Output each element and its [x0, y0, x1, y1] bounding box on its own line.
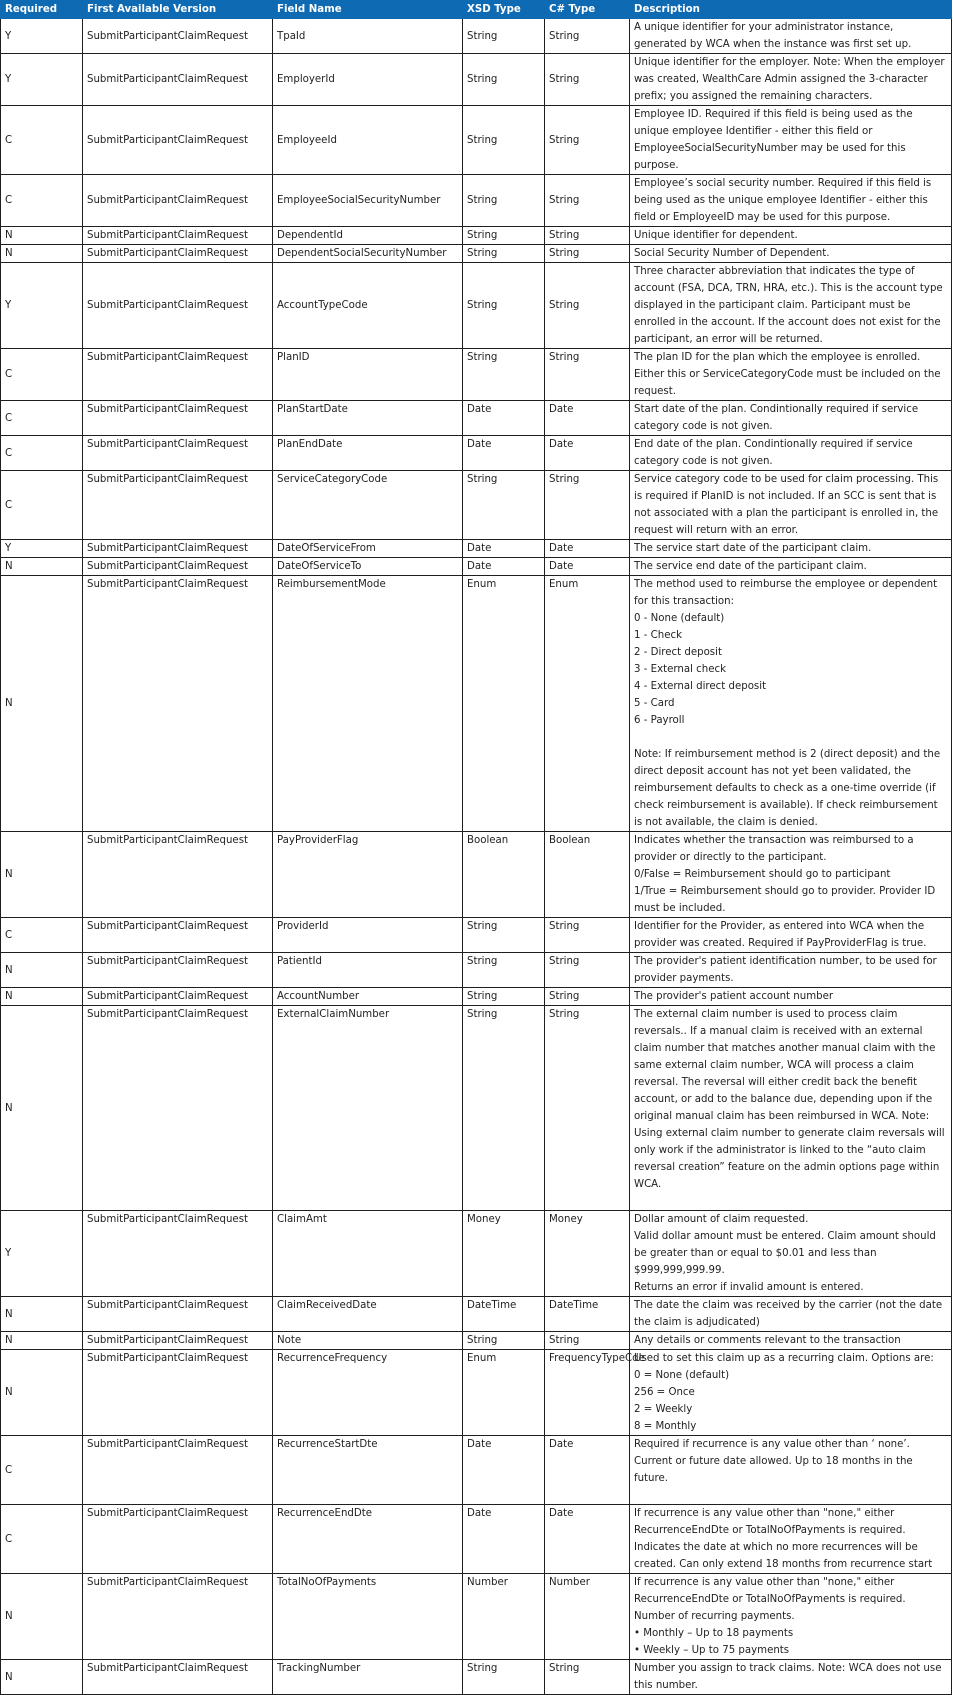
- field-name-cell: DependentId: [273, 227, 463, 245]
- description-cell: [630, 1660, 952, 1695]
- csharp-type-cell: String: [545, 918, 630, 953]
- table-row: [1, 1211, 952, 1297]
- description-line: Start date of the plan. Condintionally required if service category code is not given.: [634, 404, 919, 432]
- field-name-cell: PlanStartDate: [273, 401, 463, 436]
- csharp-type-cell: String: [545, 106, 630, 175]
- table-row: [1, 1006, 952, 1211]
- description-cell: [630, 1574, 952, 1660]
- version-cell: SubmitParticipantClaimRequest: [83, 1574, 273, 1660]
- table-row: [1, 227, 952, 245]
- required-cell: N: [1, 1660, 83, 1695]
- table-row: [1, 1350, 952, 1436]
- required-cell: N: [1, 1574, 83, 1660]
- version-cell: SubmitParticipantClaimRequest: [83, 1332, 273, 1350]
- description-line: 256 = Once: [634, 1387, 695, 1398]
- csharp-type-cell: DateTime: [545, 1297, 630, 1332]
- xsd-type-cell: String: [463, 953, 545, 988]
- csharp-type-cell: Number: [545, 1574, 630, 1660]
- table-row: [1, 1436, 952, 1505]
- csharp-type-cell: Date: [545, 436, 630, 471]
- field-name-cell: ProviderId: [273, 918, 463, 953]
- csharp-type-cell: String: [545, 263, 630, 349]
- description-cell: [630, 540, 952, 558]
- csharp-type-cell: Date: [545, 558, 630, 576]
- description-line: 6 - Payroll: [634, 715, 685, 726]
- xsd-type-cell: DateTime: [463, 1297, 545, 1332]
- version-cell: SubmitParticipantClaimRequest: [83, 558, 273, 576]
- description-cell: [630, 953, 952, 988]
- description-cell: [630, 436, 952, 471]
- version-cell: SubmitParticipantClaimRequest: [83, 1436, 273, 1505]
- description-line: Employee ID. Required if this field is being used as the unique employee Identifier - either this field or EmployeeSocialSecurityNumber may be used for this purpose.: [634, 109, 913, 171]
- csharp-type-cell: Date: [545, 401, 630, 436]
- version-cell: SubmitParticipantClaimRequest: [83, 349, 273, 401]
- required-cell: N: [1, 953, 83, 988]
- version-cell: SubmitParticipantClaimRequest: [83, 576, 273, 832]
- version-cell: SubmitParticipantClaimRequest: [83, 436, 273, 471]
- header-csharp-type: C# Type: [545, 1, 630, 19]
- xsd-type-cell: Date: [463, 540, 545, 558]
- table-row: [1, 1505, 952, 1574]
- description-cell: [630, 1297, 952, 1332]
- table-row: [1, 1297, 952, 1332]
- description-cell: [630, 471, 952, 540]
- table-row: [1, 1660, 952, 1695]
- required-cell: Y: [1, 54, 83, 106]
- table-row: [1, 471, 952, 540]
- version-cell: SubmitParticipantClaimRequest: [83, 227, 273, 245]
- table-row: [1, 263, 952, 349]
- field-name-cell: DependentSocialSecurityNumber: [273, 245, 463, 263]
- version-cell: SubmitParticipantClaimRequest: [83, 1211, 273, 1297]
- xsd-type-cell: String: [463, 1332, 545, 1350]
- csharp-type-cell: String: [545, 1006, 630, 1211]
- description-line: • Weekly – Up to 75 payments: [634, 1645, 790, 1656]
- csharp-type-cell: String: [545, 1332, 630, 1350]
- version-cell: SubmitParticipantClaimRequest: [83, 1006, 273, 1211]
- csharp-type-cell: String: [545, 19, 630, 54]
- version-cell: SubmitParticipantClaimRequest: [83, 19, 273, 54]
- description-line: • Monthly – Up to 18 payments: [634, 1628, 794, 1639]
- version-cell: SubmitParticipantClaimRequest: [83, 401, 273, 436]
- description-line: Valid dollar amount must be entered. Claim amount should be greater than or equal to $0.01 and less than $999,999,999.99.: [634, 1231, 936, 1276]
- required-cell: N: [1, 576, 83, 832]
- version-cell: SubmitParticipantClaimRequest: [83, 540, 273, 558]
- version-cell: SubmitParticipantClaimRequest: [83, 988, 273, 1006]
- required-cell: C: [1, 401, 83, 436]
- header-row: [1, 1, 952, 19]
- xsd-type-cell: String: [463, 1006, 545, 1211]
- description-line: Unique identifier for dependent.: [634, 230, 798, 241]
- description-line: 8 = Monthly: [634, 1421, 697, 1432]
- required-cell: Y: [1, 263, 83, 349]
- description-cell: [630, 576, 952, 832]
- xsd-type-cell: Date: [463, 436, 545, 471]
- description-line: 0 - None (default): [634, 613, 725, 624]
- required-cell: Y: [1, 19, 83, 54]
- field-name-cell: ReimbursementMode: [273, 576, 463, 832]
- description-line: The service end date of the participant claim.: [634, 561, 867, 572]
- description-cell: [630, 558, 952, 576]
- table-row: [1, 988, 952, 1006]
- xsd-type-cell: String: [463, 988, 545, 1006]
- version-cell: SubmitParticipantClaimRequest: [83, 918, 273, 953]
- description-line: Number you assign to track claims. Note: WCA does not use this number.: [634, 1663, 942, 1691]
- version-cell: SubmitParticipantClaimRequest: [83, 106, 273, 175]
- table-row: [1, 576, 952, 832]
- field-name-cell: EmployeeId: [273, 106, 463, 175]
- xsd-type-cell: String: [463, 1660, 545, 1695]
- description-cell: [630, 988, 952, 1006]
- table-row: [1, 19, 952, 54]
- csharp-type-cell: Enum: [545, 576, 630, 832]
- field-name-cell: EmployerId: [273, 54, 463, 106]
- required-cell: C: [1, 175, 83, 227]
- description-line: 3 - External check: [634, 664, 726, 675]
- description-line: Unique identifier for the employer. Note: When the employer was created, WealthCare Admin assigned the 3-character prefix; you assigned the remaining characters.: [634, 57, 945, 102]
- csharp-type-cell: String: [545, 953, 630, 988]
- description-line: Dollar amount of claim requested.: [634, 1214, 809, 1225]
- description-line: A unique identifier for your administrator instance, generated by WCA when the instance was first set up.: [634, 22, 912, 50]
- description-spacer: [634, 1193, 947, 1210]
- description-line: 0/False = Reimbursement should go to participant: [634, 869, 891, 880]
- table-row: [1, 558, 952, 576]
- field-name-cell: DateOfServiceFrom: [273, 540, 463, 558]
- required-cell: C: [1, 436, 83, 471]
- description-cell: [630, 1211, 952, 1297]
- xsd-type-cell: String: [463, 106, 545, 175]
- header-first-available-version: First Available Version: [83, 1, 273, 19]
- field-name-cell: RecurrenceFrequency: [273, 1350, 463, 1436]
- field-name-cell: PlanEndDate: [273, 436, 463, 471]
- description-line: The provider's patient account number: [634, 991, 834, 1002]
- field-name-cell: DateOfServiceTo: [273, 558, 463, 576]
- field-name-cell: ExternalClaimNumber: [273, 1006, 463, 1211]
- required-cell: C: [1, 918, 83, 953]
- description-line: Three character abbreviation that indicates the type of account (FSA, DCA, TRN, HRA, etc.). This is the account type displayed in the participant claim. Participant must be enrolled in the account. If the account does not exist for the participant, an error will be returned.: [634, 266, 943, 345]
- required-cell: N: [1, 1006, 83, 1211]
- description-line: Service category code to be used for claim processing. This is required if PlanID is not included. If an SCC is sent that is not associated with a plan the participant is enrolled in, the request will return with an error.: [634, 474, 939, 536]
- xsd-type-cell: String: [463, 245, 545, 263]
- xsd-type-cell: Number: [463, 1574, 545, 1660]
- version-cell: SubmitParticipantClaimRequest: [83, 1660, 273, 1695]
- version-cell: SubmitParticipantClaimRequest: [83, 175, 273, 227]
- header-xsd-type: XSD Type: [463, 1, 545, 19]
- table-row: [1, 1574, 952, 1660]
- description-line: Any details or comments relevant to the transaction: [634, 1335, 901, 1346]
- description-line: The service start date of the participant claim.: [634, 543, 872, 554]
- field-name-cell: PatientId: [273, 953, 463, 988]
- csharp-type-cell: String: [545, 988, 630, 1006]
- table-row: [1, 436, 952, 471]
- xsd-type-cell: String: [463, 175, 545, 227]
- xsd-type-cell: String: [463, 918, 545, 953]
- field-name-cell: ClaimReceivedDate: [273, 1297, 463, 1332]
- required-cell: N: [1, 988, 83, 1006]
- description-line: The plan ID for the plan which the employee is enrolled. Either this or ServiceCategoryCode must be included on the request.: [634, 352, 941, 397]
- description-line: Employee’s social security number. Required if this field is being used as the unique employee Identifier - either this field or EmployeeID may be used for this purpose.: [634, 178, 932, 223]
- csharp-type-cell: String: [545, 1660, 630, 1695]
- csharp-type-cell: Date: [545, 1505, 630, 1574]
- field-name-cell: EmployeeSocialSecurityNumber: [273, 175, 463, 227]
- xsd-type-cell: Boolean: [463, 832, 545, 918]
- table-body: [1, 19, 952, 1695]
- description-line: End date of the plan. Condintionally required if service category code is not given.: [634, 439, 913, 467]
- csharp-type-cell: String: [545, 175, 630, 227]
- field-name-cell: ServiceCategoryCode: [273, 471, 463, 540]
- description-cell: [630, 918, 952, 953]
- description-cell: [630, 263, 952, 349]
- required-cell: C: [1, 106, 83, 175]
- description-cell: [630, 401, 952, 436]
- required-cell: N: [1, 832, 83, 918]
- csharp-type-cell: Boolean: [545, 832, 630, 918]
- description-line: Returns an error if invalid amount is entered.: [634, 1282, 864, 1293]
- description-line: The provider's patient identification number, to be used for provider payments.: [634, 956, 937, 984]
- description-line: 2 - Direct deposit: [634, 647, 722, 658]
- xsd-type-cell: String: [463, 19, 545, 54]
- version-cell: SubmitParticipantClaimRequest: [83, 1297, 273, 1332]
- description-line: Note: If reimbursement method is 2 (direct deposit) and the direct deposit account has not yet been validated, the reimbursement defaults to check as a one-time override (if check reimbursement is available). If check reimbursement is not available, the claim is denied.: [634, 749, 941, 828]
- xsd-type-cell: String: [463, 263, 545, 349]
- required-cell: N: [1, 558, 83, 576]
- description-line: If recurrence is any value other than "none," either RecurrenceEndDte or TotalNoOfPayments is required. Indicates the date at which no more recurrences will be created. Can only extend 18 months from recurrence start: [634, 1508, 933, 1570]
- description-line: 4 - External direct deposit: [634, 681, 767, 692]
- xsd-type-cell: Money: [463, 1211, 545, 1297]
- field-name-cell: TpaId: [273, 19, 463, 54]
- description-line: 1/True = Reimbursement should go to provider. Provider ID must be included.: [634, 886, 936, 914]
- description-line: Number of recurring payments.: [634, 1611, 795, 1622]
- version-cell: SubmitParticipantClaimRequest: [83, 953, 273, 988]
- description-cell: [630, 1505, 952, 1574]
- description-cell: [630, 19, 952, 54]
- table-row: [1, 1332, 952, 1350]
- header-required: Required: [1, 1, 83, 19]
- field-name-cell: RecurrenceStartDte: [273, 1436, 463, 1505]
- csharp-type-cell: FrequencyTypeCde: [545, 1350, 630, 1436]
- description-spacer: [634, 1487, 947, 1504]
- description-cell: [630, 1332, 952, 1350]
- csharp-type-cell: String: [545, 227, 630, 245]
- table-row: [1, 540, 952, 558]
- required-cell: N: [1, 1297, 83, 1332]
- required-cell: C: [1, 471, 83, 540]
- version-cell: SubmitParticipantClaimRequest: [83, 54, 273, 106]
- required-cell: C: [1, 1436, 83, 1505]
- description-line: The external claim number is used to process claim reversals.. If a manual claim is received with an external claim number that matches another manual claim with the same external claim number, WCA will process a claim reversal. The reversal will either credit back the benefit account, or add to the balance due, depending upon if the original manual claim has been reimbursed in WCA. Note: Using external claim number to generate claim reversals will only work if the administrator is linked to the “auto claim reversal creation” feature on the admin options page within WCA.: [634, 1009, 945, 1190]
- xsd-type-cell: Date: [463, 1505, 545, 1574]
- field-name-cell: TrackingNumber: [273, 1660, 463, 1695]
- field-name-cell: TotalNoOfPayments: [273, 1574, 463, 1660]
- xsd-type-cell: Enum: [463, 576, 545, 832]
- field-name-cell: PayProviderFlag: [273, 832, 463, 918]
- csharp-type-cell: Money: [545, 1211, 630, 1297]
- description-line: Social Security Number of Dependent.: [634, 248, 830, 259]
- csharp-type-cell: Date: [545, 1436, 630, 1505]
- description-cell: [630, 1350, 952, 1436]
- description-cell: [630, 1006, 952, 1211]
- table-row: [1, 953, 952, 988]
- version-cell: SubmitParticipantClaimRequest: [83, 263, 273, 349]
- table-row: [1, 106, 952, 175]
- table-row: [1, 401, 952, 436]
- description-spacer: [634, 729, 947, 746]
- field-name-cell: RecurrenceEndDte: [273, 1505, 463, 1574]
- header-description: Description: [630, 1, 952, 19]
- description-line: The date the claim was received by the carrier (not the date the claim is adjudicated): [634, 1300, 943, 1328]
- description-cell: [630, 106, 952, 175]
- table-row: [1, 918, 952, 953]
- xsd-type-cell: Date: [463, 1436, 545, 1505]
- required-cell: Y: [1, 1211, 83, 1297]
- table-row: [1, 245, 952, 263]
- csharp-type-cell: String: [545, 471, 630, 540]
- version-cell: SubmitParticipantClaimRequest: [83, 1350, 273, 1436]
- version-cell: SubmitParticipantClaimRequest: [83, 471, 273, 540]
- field-name-cell: AccountTypeCode: [273, 263, 463, 349]
- description-cell: [630, 1436, 952, 1505]
- description-line: 1 - Check: [634, 630, 682, 641]
- required-cell: N: [1, 1350, 83, 1436]
- csharp-type-cell: Date: [545, 540, 630, 558]
- header-field-name: Field Name: [273, 1, 463, 19]
- description-line: If recurrence is any value other than "none," either RecurrenceEndDte or TotalNoOfPayments is required.: [634, 1577, 906, 1605]
- field-name-cell: PlanID: [273, 349, 463, 401]
- table-row: [1, 54, 952, 106]
- field-name-cell: AccountNumber: [273, 988, 463, 1006]
- required-cell: C: [1, 1505, 83, 1574]
- required-cell: N: [1, 227, 83, 245]
- xsd-type-cell: String: [463, 54, 545, 106]
- description-line: 2 = Weekly: [634, 1404, 693, 1415]
- description-cell: [630, 175, 952, 227]
- xsd-type-cell: Date: [463, 558, 545, 576]
- required-cell: N: [1, 1332, 83, 1350]
- version-cell: SubmitParticipantClaimRequest: [83, 245, 273, 263]
- xsd-type-cell: Enum: [463, 1350, 545, 1436]
- description-line: Used to set this claim up as a recurring claim. Options are:: [634, 1353, 934, 1364]
- description-cell: [630, 349, 952, 401]
- description-cell: [630, 54, 952, 106]
- csharp-type-cell: String: [545, 245, 630, 263]
- version-cell: SubmitParticipantClaimRequest: [83, 832, 273, 918]
- description-line: Indicates whether the transaction was reimbursed to a provider or directly to the participant.: [634, 835, 914, 863]
- xsd-type-cell: String: [463, 227, 545, 245]
- xsd-type-cell: String: [463, 349, 545, 401]
- version-cell: SubmitParticipantClaimRequest: [83, 1505, 273, 1574]
- description-line: Required if recurrence is any value other than ‘ none’. Current or future date allowed. Up to 18 months in the future.: [634, 1439, 913, 1484]
- required-cell: Y: [1, 540, 83, 558]
- description-cell: [630, 832, 952, 918]
- table-row: [1, 349, 952, 401]
- description-line: The method used to reimburse the employee or dependent for this transaction:: [634, 579, 938, 607]
- table-header: [1, 1, 952, 19]
- csharp-type-cell: String: [545, 349, 630, 401]
- description-line: Identifier for the Provider, as entered into WCA when the provider was created. Required if PayProviderFlag is true.: [634, 921, 927, 949]
- field-name-cell: ClaimAmt: [273, 1211, 463, 1297]
- csharp-type-cell: String: [545, 54, 630, 106]
- xsd-type-cell: String: [463, 471, 545, 540]
- description-line: 0 = None (default): [634, 1370, 730, 1381]
- description-cell: [630, 245, 952, 263]
- table-row: [1, 832, 952, 918]
- xsd-type-cell: Date: [463, 401, 545, 436]
- required-cell: N: [1, 245, 83, 263]
- description-cell: [630, 227, 952, 245]
- field-name-cell: Note: [273, 1332, 463, 1350]
- description-line: 5 - Card: [634, 698, 675, 709]
- table-row: [1, 175, 952, 227]
- required-cell: C: [1, 349, 83, 401]
